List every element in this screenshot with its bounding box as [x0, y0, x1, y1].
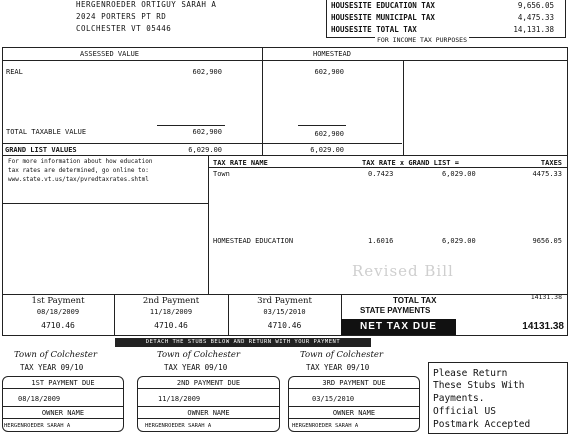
tax-row-education-name: HOMESTEAD EDUCATION	[213, 237, 294, 245]
stub-3-owner-label: OWNER NAME	[332, 409, 376, 417]
total-taxable-value: 602,900	[192, 128, 222, 136]
stub-1-due-label: 1ST PAYMENT DUE	[31, 379, 95, 387]
first-payment-date: 08/18/2009	[36, 308, 80, 316]
stub-2-owner: HERGENROEDER SARAH A	[145, 423, 212, 429]
total-tax-label: TOTAL TAX	[393, 296, 437, 305]
stub-3-due-date: 03/15/2010	[312, 395, 355, 403]
housesite-note: FOR INCOME TAX PURPOSES	[377, 36, 468, 44]
stub-1-owner: HERGENROEDER SARAH A	[4, 423, 71, 429]
total-taxable-homestead: 602,900	[314, 130, 344, 138]
real-label: REAL	[6, 68, 23, 76]
stub-2-due-date: 11/18/2009	[158, 395, 201, 403]
stub-1-owner-label: OWNER NAME	[41, 409, 85, 417]
return-note-line-2: These Stubs With	[433, 380, 525, 391]
info-line-1: For more information about how education	[8, 158, 153, 165]
grand-list-homestead: 6,029.00	[310, 146, 344, 154]
third-payment-amount: 4710.46	[267, 321, 302, 330]
stub-2-owner-label: OWNER NAME	[187, 409, 230, 417]
tax-row-town-tax: 4475.33	[532, 170, 562, 178]
owner-name: HERGENROEDER ORTIGUY SARAH A	[76, 0, 217, 9]
stub-1-town: Town of Colchester	[14, 350, 98, 360]
tax-row-town-rate: 0.7423	[368, 170, 394, 178]
second-payment-amount: 4710.46	[154, 321, 188, 330]
stub-2-town: Town of Colchester	[157, 350, 241, 360]
net-tax-due-label: NET TAX DUE	[341, 319, 456, 335]
tax-row-education-grand-list: 6,029.00	[442, 237, 476, 245]
real-value: 602,900	[192, 68, 222, 76]
first-payment-amount: 4710.46	[41, 321, 75, 330]
net-tax-due-value: 14131.38	[522, 321, 564, 332]
grand-list-label: GRAND LIST VALUES	[5, 146, 77, 154]
tax-rate-name-header: TAX RATE NAME	[213, 159, 268, 167]
third-payment-label: 3rd Payment	[257, 296, 312, 306]
stub-2-year: TAX YEAR 09/10	[164, 363, 228, 372]
real-homestead-value: 602,900	[314, 68, 344, 76]
total-taxable-label: TOTAL TAXABLE VALUE	[6, 128, 87, 136]
housesite-total-value: 14,131.38	[513, 25, 554, 34]
return-note-line-4: Official US	[433, 406, 496, 417]
taxes-header: TAXES	[540, 159, 562, 167]
housesite-municipal-value: 4,475.33	[517, 13, 554, 22]
grand-list-value: 6,029.00	[188, 146, 222, 154]
stub-1-year: TAX YEAR 09/10	[20, 363, 84, 372]
owner-address: 2024 PORTERS PT RD	[76, 12, 167, 21]
third-payment-date: 03/15/2010	[263, 308, 306, 316]
info-line-3: www.state.vt.us/tax/pvredtaxrates.shtml	[8, 176, 149, 183]
tax-row-town-name: Town	[213, 170, 230, 178]
stub-3-owner: HERGENROEDER SARAH A	[292, 423, 359, 429]
stub-3-year: TAX YEAR 09/10	[306, 363, 370, 372]
first-payment-label: 1st Payment	[31, 296, 85, 306]
tax-row-education-tax: 9656.05	[532, 237, 562, 245]
second-payment-label: 2nd Payment	[142, 296, 200, 306]
housesite-municipal-label: HOUSESITE MUNICIPAL TAX	[331, 13, 435, 22]
return-note-line-1: Please Return	[433, 368, 508, 379]
detach-instructions: DETACH THE STUBS BELOW AND RETURN WITH YOUR PAYMENT	[115, 338, 371, 347]
stub-2-due-label: 2ND PAYMENT DUE	[176, 379, 241, 387]
info-line-2: tax rates are determined, go online to:	[8, 167, 149, 174]
assessed-value-header: ASSESSED VALUE	[80, 50, 140, 58]
housesite-education-label: HOUSESITE EDUCATION TAX	[331, 1, 435, 10]
second-payment-date: 11/18/2009	[149, 308, 193, 316]
tax-row-town-grand-list: 6,029.00	[442, 170, 476, 178]
return-note-line-5: Postmark Accepted	[433, 419, 531, 430]
housesite-education-value: 9,656.05	[517, 1, 554, 10]
return-note-line-3: Payments.	[433, 393, 485, 404]
state-payments-label: STATE PAYMENTS	[360, 306, 431, 315]
stub-3-due-label: 3RD PAYMENT DUE	[322, 379, 386, 387]
stub-1-due-date: 08/18/2009	[18, 395, 61, 403]
homestead-header: HOMESTEAD	[313, 50, 351, 58]
tax-rate-header: TAX RATE x GRAND LIST =	[362, 159, 459, 167]
stub-3-town: Town of Colchester	[300, 350, 384, 360]
owner-city: COLCHESTER VT 05446	[76, 24, 172, 33]
revised-bill-stamp: Revised Bill	[352, 262, 454, 280]
housesite-total-label: HOUSESITE TOTAL TAX	[331, 25, 417, 34]
total-tax-value: 14131.38	[530, 293, 562, 301]
tax-row-education-rate: 1.6016	[368, 237, 394, 245]
